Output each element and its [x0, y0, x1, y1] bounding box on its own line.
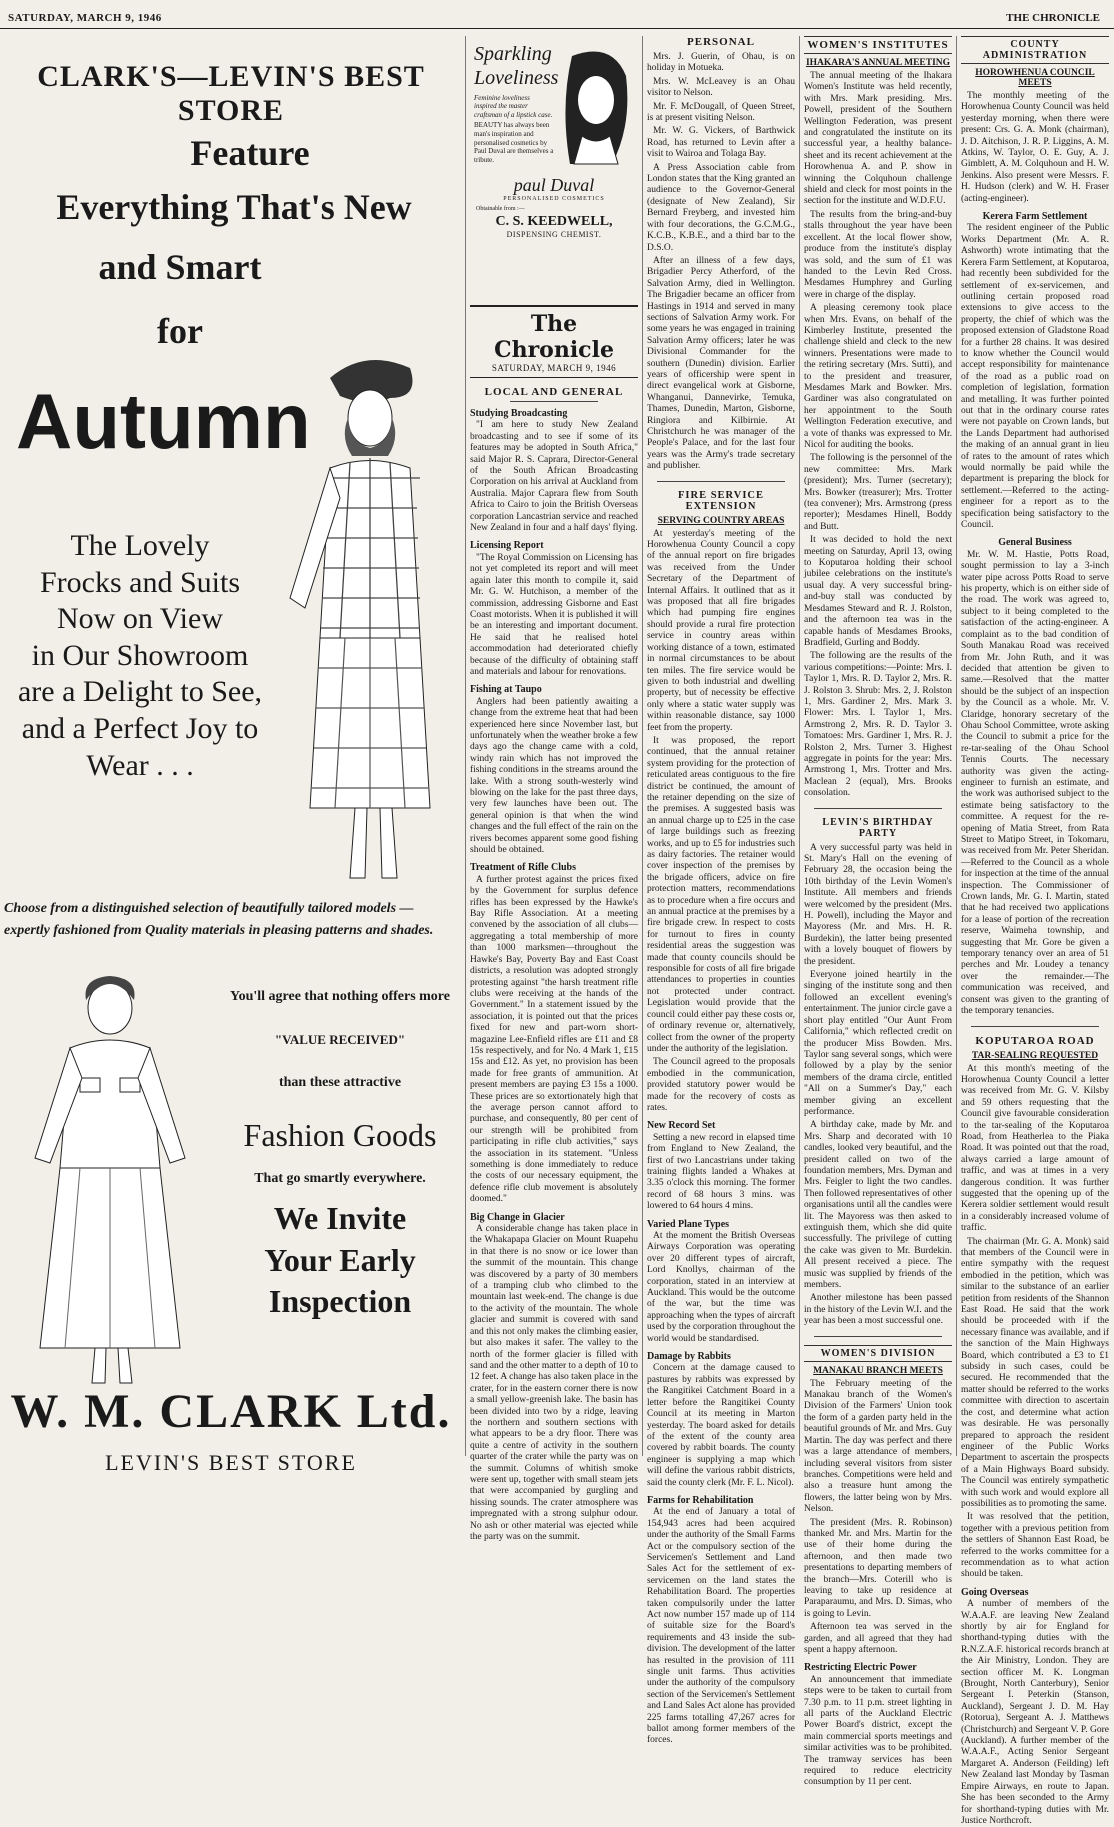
- koputaroa-sec: A number of members of the W.A.A.F. are leaving New Zealand shortly by air for England for shorthand-typing duties with the R.N.Z.A.F. historical records branch at the Air Ministry, London. They are section officer M. K. Longman (Brought, North Canterbury), Senior Sergeant I. Peterkin (Stanson, Auckland), Sergeant J. D. M. Hay (Rotorua), Sergeant A. J. Matthews (Christchurch) and Sergeant V. P. Gore (Auckland). A further member of the W.A.A.F., Acting Senior Sergeant Margaret A. Anderson (Feilding) left New Zealand last Monday by Tasman Empire Airways, en route to Japan. She has been seconded to the Army for shorthand-typing duties with Mr. Justice Northcroft.: [961, 1599, 1109, 1827]
- column-rule-1: [465, 36, 466, 1456]
- wi-p1: The annual meeting of the Ihakara Women's Institute was held recently, with Mrs. Mark presiding. Mrs. Powell, president of the Southern Wellington Federation, was present and congratulated the institute on its successful year, a healthy balance-sheet and its recent achievement at the Horowhenua A. and P. show in winning the Colquhoun challenge shield and cleck for most points in the section for the institute and W.D.F.U.: [804, 71, 952, 208]
- frocks-block: [10, 528, 270, 784]
- birthday-p3: A birthday cake, made by Mr. and Mrs. Sharp and decorated with 10 candles, looked very beautiful, and the president called on two of the foundation members, Mrs. Dyman and Mrs. Feigler to light the two candles. Then followed representatives of other organisations until all the candles were lit. The Mayoress was then asked to extinguish them, which she did quite successfully. The privilege of cutting the cake was given to Mr. Burdekin. All present received a piece. The music was supplied by friends of the members.: [804, 1120, 952, 1291]
- fire-sub-1: New Record Set: [647, 1120, 795, 1131]
- fire-rule: [657, 481, 785, 482]
- fire-sec-2: At the moment the British Overseas Airways Corporation was operating over 20 different types of aircraft, Lord Knollys, chairman of the corporation, stated in an interview at Auckland. This would be the outcome of the war, but the time was approaching when the types of aircraft used by the corporation throughout the world would be standardised.: [647, 1231, 795, 1345]
- local-sub-4: Treatment of Rifle Clubs: [470, 862, 638, 873]
- birthday-p1: A very successful party was held in St. Mary's Hall on the evening of February 28, the occasion being the 10th birthday of the Levin Women's Institute. All members and friends were welcomed by the president (Mrs. H. Powell), including the Mayor and Mayoress (Mr. and Mrs. H. R. Burdekin), the latter being presented with a lovely bouquet of flowers by the president.: [804, 843, 952, 968]
- fire-sec-1: Setting a new record in elapsed time from England to New Zealand, the first of two Lancastrians under taking training flights landed a Whakes at 3.35 o'clock this morning. The former record of 68 hours 3 mins. was lowered to 64 hours 4 mins.: [647, 1133, 795, 1213]
- birthday-p2: Everyone joined heartily in the singing of the institute song and then followed an excellent evening's entertainment. The junior circle gave a short play entitled "Our Aunt From California," which reflected credit on the producer Miss Bowden. Mrs. Taylor sang several songs, which were followed by a play by the senior members of the drama circle, entitled "All on a Summer's Day," each member giving an excellent performance.: [804, 970, 952, 1118]
- local-sub-2: Licensing Report: [470, 540, 638, 551]
- wi-body: [804, 71, 952, 800]
- invite-line-2: Your Early: [230, 1240, 450, 1282]
- than-text: than these attractive: [230, 1074, 450, 1092]
- column-rule-3: [799, 36, 800, 1456]
- chemist-sub: DISPENSING CHEMIST.: [470, 230, 638, 239]
- chronicle-title-box: [470, 305, 638, 378]
- frocks-line-2: Frocks and Suits: [10, 565, 270, 602]
- obtainable-text: Obtainable from :—: [476, 206, 638, 212]
- fashion-goods: Fashion Goods: [230, 1117, 450, 1154]
- wd-p1: The February meeting of the Manakau branch of the Women's Division of the Farmers' Union took the form of a garden party held in the beautiful grounds of Mr. and Mrs. Guy Martin. The day was perfect and there was a large attendance of members, including several visitors from sister branches. Competitions were held and also a treasure hunt among the flowers, the latter being won by Mrs. Nelson.: [804, 1379, 952, 1516]
- wi-p6: The following are the results of the various competitions:—Pointe: Mrs. I. Taylor 1, Mrs. R. D. Taylor 2, Mrs. R. J. Rolston 3. Shrub: Mrs. 2, J. Rolston 1, Mrs. Gardiner 2, Mrs. Mark 3. Flower: Mrs. I. Taylor 1, Mrs. Armstrong 2, Mrs. R. D. Taylor 3. Tomatoes: Mrs. Gardiner 1, Mrs. R. J. Rolston 2, Mrs. Turner 3. Highest aggregate in points for the year: Mrs. Armstrong 1, Mrs. Trotter and Mrs. Maclean 2 (equal), Mrs. Brooks consolation.: [804, 651, 952, 799]
- clark-headline: CLARK'S—LEVIN'S BEST STORE: [0, 60, 462, 128]
- county-sec-1: The resident engineer of the Public Works Department (Mr. A. R. Ashworth) wrote intimating that the Kerera Farm Settlement, at Koputaroa, had recently been subdivided for the settlement of ex-servicemen, and outlining certain proposed road extensions to give access to the property, the chief of which was the proposed extension of Gladstone Road for a further 28 chains. It was desired to know whether the Council would accept responsibility for maintenance of the road as a public road on completion of legislation, formation and metalling. It was further pointed out that in the ordinary course rates were not payable on Crown lands, but the Lands Department had authorised the making of an annual grant in lieu of rates to the amount of rates which would normally be paid while the department is preparing the block for settlement.—Referred to the acting-engineer for a report as to the specification being satisfactory to the Council.: [961, 223, 1109, 531]
- autumn-word: Autumn: [16, 376, 311, 467]
- birthday-body: [804, 843, 952, 1328]
- koputaroa-p2: The chairman (Mr. G. A. Monk) said that members of the Council were in entire sympathy with the request embodied in the petition, which was similar to the substance of an earlier petition from residents of the Shannon East Road. He said that the work should be proceeded with if the necessary finance was available, and if the sanction of the Main Highways Board, which contributed a £3 to £1 subsidy in such cases, could be secured. He recommended that the matter should be referred to the works committee with direction to ascertain the cost, and determine what action was desirable. He was personally prepared to approach the resident engineer of the Public Works Department to ascertain the prospects of a Main Highways Board subsidy. The Council was entirely sympathetic with such work and would explore all possibilities as to promoting the same.: [961, 1237, 1109, 1511]
- local-text-5: A considerable change has taken place in the Whakapapa Glacier on Mount Ruapehu in that there is no snow or ice lower than the summit of the mountain. This change was discovered by a party of 30 members of a tramping club who climbed to the mountain last week-end. The change is due to the activity of the mountain. The whole glacier and summit is covered with sand and this not only makes the climbing easier, but also makes it safer. The valley to the north of the former glacier is filled with sand and the other matter to a depth of 10 to 12 feet. A change has also taken place in the crater, for in the eastern corner there is now a small yellow-greenish lake. The basin has been divided into two by a ridge, leaving the northern and southern sections with what appears to be a dry floor. There was quite a centre of activity in the southern quarter of the crater while the party was on the summit. Columns of whitish smoke were sent up, together with small steam jets that were accompanied by gurgling and hissing sounds. The crater atmosphere was impregnated with a strong sulphur odour. No ash or other material was ejected while the party was on the summit.: [470, 1224, 638, 1543]
- wd-body: [804, 1379, 952, 1789]
- frocks-line-4: in Our Showroom: [10, 638, 270, 675]
- company-tagline: LEVIN'S BEST STORE: [0, 1450, 462, 1476]
- county-p1: The monthly meeting of the Horowhenua County Council was held yesterday morning, when there were present: Crs. G. A. Monk (chairman), J. D. Aitchison, J. R. P. Liggins, A. M. Atkins, W. Taylor, O. E. Guy, A. J. Gimblett, A. M. Colquhoun and H. W. Jenkins. Also present were Messrs. F. H. Hudson (clerk) and W. H. Fraser (acting-engineer).: [961, 91, 1109, 205]
- personal-heading: PERSONAL: [647, 36, 795, 48]
- chronicle-title: The Chronicle: [470, 311, 638, 363]
- wi-subheading: IHAKARA'S ANNUAL MEETING: [804, 58, 952, 68]
- personal-body: [647, 52, 795, 473]
- column-2: [470, 36, 638, 1456]
- koputaroa-sub: Going Overseas: [961, 1587, 1109, 1598]
- agree-text: You'll agree that nothing offers more: [230, 988, 450, 1006]
- woman-portrait-illustration: [552, 46, 636, 166]
- koputaroa-heading: KOPUTAROA ROAD: [961, 1035, 1109, 1047]
- choose-text: Choose from a distinguished selection of beautifully tailored models — expertly fashioned from Quality materials in pleasing patterns and shades.: [4, 898, 444, 941]
- duval-advertisement: [470, 36, 638, 301]
- duval-brand-sub: PERSONALISED COSMETICS: [470, 196, 638, 202]
- column-5: [961, 36, 1109, 1456]
- personal-p6: After an illness of a few days, Brigadier Percy Atherford, of the Salvation Army, died in Wellington. The Brigadier became an officer from Hastings in 1914 and served in many sections of Salvation Army work. For some years he was engaged in training Salvation Army officers; later he was Divisional Commander for the southern (Dunedin) division. Earlier years of officership were spent in direct evangelical work at Gisborne, Whanganui, Dannevirke, Temuka, Thames, Dunedin, Marton, Gisborne, Ringiora and Kilbirnie. At Christchurch he was manager of the People's Palace, and for the last four years was the Army's trade secretary and publisher.: [647, 256, 795, 473]
- wd-sec: An announcement that immediate steps were to be taken to curtail from 7.30 p.m. to 11 p.m. street lighting in all parts of the Auckland Electric Power Board's district, except the main commercial sports meetings and similar activities was to be prohibited. The tramway services has been required to reduce electricity consumption by 11 per cent.: [804, 1675, 952, 1789]
- woman-suit-illustration: [270, 338, 460, 898]
- chronicle-date: SATURDAY, MARCH 9, 1946: [470, 363, 638, 373]
- fire-sub-3: Damage by Rabbits: [647, 1351, 795, 1362]
- fire-p3: The Council agreed to the proposals embodied in the communication, provided statutory power would be made for the recovery of costs as rates.: [647, 1057, 795, 1114]
- frocks-line-1: The Lovely: [10, 528, 270, 565]
- fire-p2: It was proposed, the report continued, that the annual retainer system providing for the protection of reticulated areas contiguous to the fire district be continued, the amount of the retainer depending on the size of the premises. A suggested basis was an annual charge up to £25 in the case of large buildings such as freezing works, and up to £5 for industries such as dairy factories. The retainer would cover inspection of the premises by the brigade officers, advice on fire protection matters, recommendations as to procedure when a fire occurs and an annual practice at the premises by a fire brigade crew. In respect to costs for turnout to fires in county residential areas the suggestion was made that county councils should be responsible for costs of all fire brigade attendances to properties in counties not protected under contract. Legislation would provide that the council could either pay these costs or, of ordinary revenue or, alternatively, collect from the owner of the property under the authority of the legislation.: [647, 736, 795, 1055]
- duval-caption: Feminine loveliness inspired the master craftsman of a lipstick case.: [470, 94, 558, 119]
- fire-sub-4: Farms for Rehabilitation: [647, 1495, 795, 1506]
- wd-subheading: MANAKAU BRANCH MEETS: [804, 1366, 952, 1376]
- county-sec-2: Mr. W. M. Hastie, Potts Road, sought permission to lay a 3-inch water pipe across Potts Road to serve his property, which is on either side of the road. The work was agreed to, subject to it being completed to the satisfaction of the acting-engineer. A complaint as to the bad condition of South Manakau Road was received from Mr. John Ruth, and it was decided that attention be given to same.—Resolved that the matter should be the subject of an inspection by the Council as a whole. Mr. V. Claridge, honorary secretary of the Ohau School Committee, wrote asking the Council to submit a price for the re-tar-sealing of the Ohau School Tennis Courts. The necessary authority was given the acting-engineer to furnish an estimate, and the work was authorised subject to the estimate being satisfactory to the committee. A request for the re-opening of Matia Street, from Rata Street to Matipo Street, in Tokomaru, was received from Mr. Peter Sheridan.—Referred to the Council as a whole for inspection at the time of the annual inspection. The Commissioner of Crown lands, Mr. G. I. Martin, stated that he had received two applications for a lease of portion of the recreation reserve, Waimeha township, and suggesting that Mr. Gore be given a temporary tenancy over an area of 51 perches and Mr. Loudey a tenancy over the remainder.—The communication was received, and consent was given to the granting of the temporary tenancies.: [961, 550, 1109, 1018]
- wi-heading: WOMEN'S INSTITUTES: [804, 36, 952, 54]
- local-heading: LOCAL AND GENERAL: [470, 386, 638, 398]
- column-3: [647, 36, 795, 1456]
- chemist-name: C. S. KEEDWELL,: [470, 214, 638, 230]
- local-text-4: A further protest against the prices fixed by the Government for surplus defence rifles has been expressed by the Hawke's Bay Rifle Association. At a meeting convened by the association of all clubs—aggregating a total membership of more than 1000 marksmen—throughout the Hawke's Bay, Poverty Bay and East Coast districts, a resolution was adopted strongly protesting against "the harsh treatment rifle clubs were receiving at the hands of the Government." In a statement issued by the association, it is pointed out that the prices fixed for new and part-worn short-magazine Lee-Enfield rifles are £11 and £8 15s respectively, and for No. 4 Mark 1, £15 15s and £12. As yet, no provision has been made for free grants of ammunition. At present members are paying £3 15s a 1000. These prices are so extortionately high that the average person cannot afford to purchase, and consequently, 80 per cent of our strength will be prohibited from participating in rifle club activities," says the association in its statement. "Unless something is done immediately to reduce the costs of our necessary equipment, the defence rifle club movement is absolutely doomed.": [470, 875, 638, 1206]
- koputaroa-body: [961, 1064, 1109, 1827]
- koputaroa-p1: At this month's meeting of the Horowhenua County Council a letter was received from Mr. G. V. Kilsby and 59 others requesting that the Council give favourable consideration to the tar-sealing of the Koputaroa Road, from Heatherlea to the Piaka Road. It was pointed out that the road, always carried a large amount of traffic, and was at times in a very dangerous condition. It was further suggested that the opening up of the Kerera soldier settlement would result in a considerably increased volume of traffic.: [961, 1064, 1109, 1235]
- fire-body: [647, 529, 795, 1747]
- personal-p2: Mrs. W. McLeavey is an Ohau visitor to Nelson.: [647, 77, 795, 100]
- wi-p2: The results from the bring-and-buy stalls throughout the year have been excellent. At the local flower show, produce from the institute's display was sold, and the sum of £1 was handed to the Levin Red Cross. Mesdames Humphrey and Gurling were in charge of the display.: [804, 210, 952, 301]
- koputaroa-subheading: TAR-SEALING REQUESTED: [961, 1051, 1109, 1061]
- date-line: SATURDAY, MARCH 9, 1946: [8, 12, 162, 24]
- clark-advertisement: [0, 36, 462, 1456]
- frocks-line-6: and a Perfect Joy to: [10, 711, 270, 748]
- local-sections: [470, 408, 638, 1543]
- wd-p2: The president (Mrs. R. Robinson) thanked Mr. and Mrs. Martin for the use of their home during the afternoon, and then made two presentations to departing members of the branch—Mrs. Coterill who is leaving to take up residence at Paraparaumu, and Mrs. D. Simas, who is going to Levin.: [804, 1518, 952, 1621]
- county-sub-2: General Business: [961, 537, 1109, 548]
- wd-rule: [814, 1336, 942, 1337]
- county-heading: COUNTY ADMINISTRATION: [961, 36, 1109, 64]
- wi-p5: It was decided to hold the next meeting on Saturday, April 13, owing to Koputaroa holding their school jubilee celebrations on the institute's usual day. A very successful bring-and-buy stall was conducted by Mesdames Steward and R. J. Rolston, and the afternoon tea was in the capable hands of Mesdames Brooks, Bradfield, Gurling and Boddy.: [804, 535, 952, 649]
- birthday-p4: Another milestone has been passed in the history of the Levin W.I. and the year has been a most successful one.: [804, 1293, 952, 1327]
- duval-body: BEAUTY has always been man's inspiration and personalised cosmetics by Paul Duval are themselves a tribute.: [470, 119, 558, 167]
- fire-sec-4: At the end of January a total of 154,943 acres had been acquired under the authority of the Small Farms Act or the compulsory section of the Servicemen's Settlement and Land Sales Act for the settlement of ex-servicemen on the land states the Rehabilitation Board. The properties taken compulsorily under the latter Act now number 157 made up of 114 of suitable size for the Board's requirements and 43 inside the sub-division. The development of the latter has resulted in the provision of 111 single unit farms. Thus activities under the authority of the compulsory section of the Servicemen's Settlement and Land Sales Act alone has provided 225 farms totalling 47,267 acres for ballot among former members of the forces.: [647, 1507, 795, 1747]
- company-name: W. M. CLARK Ltd.: [0, 1384, 462, 1439]
- koputaroa-p3: It was resolved that the petition, together with a previous petition from the settlers of Shannon East Road, be referred to the works committee for a recommendation as to what action should be taken.: [961, 1512, 1109, 1580]
- duval-brand: paul Duval: [470, 175, 638, 196]
- personal-p4: Mr. W. G. Vickers, of Barthwick Road, has returned to Levin after a visit to Wairoa and Tolaga Bay.: [647, 126, 795, 160]
- local-text-3: Anglers had been patiently awaiting a change from the extreme heat that had been experienced here since November last, but unfortunately when the weather broke a few days ago the change came with a cold, windy rain which has not improved the fishing conditions in the streams around the lake. With a strong south-westerly wind blowing on the lake for the past three days, very few launches have been out. The general opinion is that when the wind changes and the full effect of the rain on the rivers becomes apparent some good fishing should be obtained.: [470, 697, 638, 857]
- duval-script-title: Sparkling Loveliness: [470, 36, 568, 90]
- feature-line: Feature: [190, 132, 310, 174]
- local-sub-5: Big Change in Glacier: [470, 1212, 638, 1223]
- column-rule-2: [642, 36, 643, 1456]
- birthday-rule: [814, 808, 942, 809]
- personal-p5: A Press Association cable from London states that the King granted an audience to the Governor-General (designate of New Zealand), Sir Bernard Freyberg, and invested him with four decorations, the G.C.M.G., K.C.B., K.B.E., and a third bar to the D.S.O.: [647, 163, 795, 254]
- value-received: "VALUE RECEIVED": [230, 1032, 450, 1048]
- birthday-heading: LEVIN'S BIRTHDAY PARTY: [804, 817, 952, 839]
- frocks-line-7: Wear . . .: [10, 748, 270, 785]
- wd-heading: WOMEN'S DIVISION: [804, 1345, 952, 1362]
- fire-p1: At yesterday's meeting of the Horowhenua County Council a copy of the annual report on fire brigades was received from the Under Secretary of the Department of Internal Affairs. It outlined that as it was proposed that all fire brigades which had pumping fire engines should provide a rural fire protection service in country areas within working distance of a town, estimated in normal circumstances to be about ten miles. The fire service would be given to both industrial and dwelling property, but of necessity be effective only where a static water supply was within reasonable distance, say 1000 feet from the property.: [647, 529, 795, 734]
- local-text-2: "The Royal Commission on Licensing has not yet completed its report and will meet again later this month to compile it, said Mr. G. W. Hutchison, a member of the commission, addressing Gisborne and East Coast motorists. When it is published it will be an interesting and important document. He said that he realised hotel accommodation had deteriorated chiefly because of the difficulty of obtaining staff and materials and labour for renovations.: [470, 553, 638, 678]
- fire-heading: FIRE SERVICE EXTENSION: [647, 490, 795, 512]
- county-sub-1: Kerera Farm Settlement: [961, 211, 1109, 222]
- wi-p4: The following is the personnel of the new committee: Mrs. Mark (president); Mrs. Turner (secretary); Mrs. Bowker (treasurer); Mrs. Trotter (tea convener); Mrs. Armstrong (press reporter); Mesdames Hinell, Boddy and Butt.: [804, 453, 952, 533]
- for-line: for: [120, 310, 240, 352]
- agree-block: [230, 988, 450, 1188]
- fire-sec-3: Concern at the damage caused to pastures by rabbits was expressed by the Rangitikei Catchment Board in a letter before the Rangitikei County Council at its meeting in Marton yesterday. The board asked for details of the extent of the county area covered by rabbit boards. The county engineer is supplying a map which will define the various rabbit districts, said the county clerk (Mr. F. L. Nicol).: [647, 1363, 795, 1488]
- county-subheading: HOROWHENUA COUNCIL MEETS: [961, 68, 1109, 88]
- local-rule: [510, 401, 598, 402]
- smart-line: and Smart: [80, 246, 280, 288]
- column-4: [804, 36, 952, 1456]
- column-rule-4: [956, 36, 957, 1456]
- county-body: [961, 91, 1109, 1018]
- smartly-text: That go smartly everywhere.: [230, 1170, 450, 1188]
- wi-p3: A pleasing ceremony took place when Mrs. Evans, on behalf of the Kimberley Institute, presented the challenge shield and cleck to the new winners. Presentations were made to the retiring secretary (Mrs. Sutti), and to the president and treasurer, Mesdames Mark and Bowker. Mrs. Gardiner was also congratulated on her appointment to the South Wellington Federation executive, and a vote of thanks was expressed to Mr. Nicol for auditing the books.: [804, 303, 952, 451]
- frocks-line-5: are a Delight to See,: [10, 674, 270, 711]
- invite-line-1: We Invite: [230, 1198, 450, 1240]
- masthead-bar: [0, 0, 1114, 30]
- invite-block: [230, 1198, 450, 1323]
- personal-p3: Mr. F. McDougall, of Queen Street, is at present visiting Nelson.: [647, 102, 795, 125]
- frocks-line-3: Now on View: [10, 601, 270, 638]
- personal-p1: Mrs. J. Guerin, of Ohau, is on holiday in Motueka.: [647, 52, 795, 75]
- local-text-1: "I am here to study New Zealand broadcasting and to see if some of its features may be adopted in South Africa," said Major R. S. Caprara, Director-General of the South African Broadcasting Corporation on his arrival at Auckland from Australia. Major Caprara flew from South Africa to Cairo to join the British Overseas corporation Lancastrian service and reached New Zealand in four and a half days' flying.: [470, 420, 638, 534]
- fire-sub-2: Varied Plane Types: [647, 1219, 795, 1230]
- local-sub-3: Fishing at Taupo: [470, 684, 638, 695]
- woman-dress-illustration: [10, 968, 210, 1388]
- wd-sub: Restricting Electric Power: [804, 1662, 952, 1673]
- everything-line: Everything That's New: [24, 186, 444, 228]
- koputaroa-rule: [971, 1026, 1099, 1027]
- fire-subheading: SERVING COUNTRY AREAS: [647, 516, 795, 526]
- paper-name: THE CHRONICLE: [1006, 12, 1100, 24]
- local-sub-1: Studying Broadcasting: [470, 408, 638, 419]
- wd-p3: Afternoon tea was served in the garden, and all agreed that they had spent a happy afternoon.: [804, 1622, 952, 1656]
- top-rule: [0, 28, 1114, 29]
- invite-line-3: Inspection: [230, 1281, 450, 1323]
